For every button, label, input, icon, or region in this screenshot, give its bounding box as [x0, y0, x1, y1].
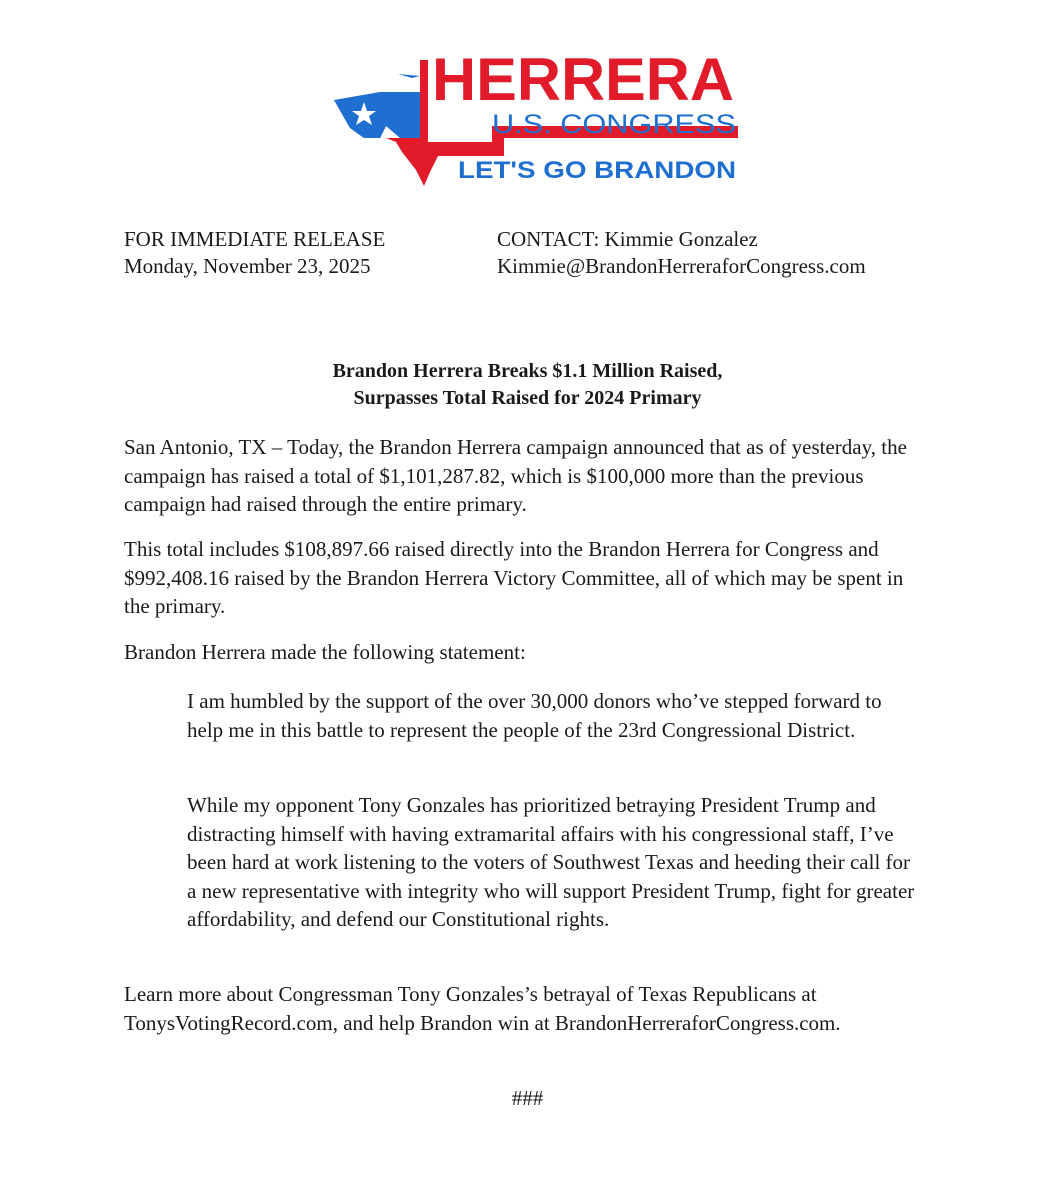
- release-info: [124, 226, 385, 280]
- paragraph-announcement: San Antonio, TX – Today, the Brandon Herrera campaign announced that as of yesterday, the campaign has raised a total of $1,101,287.82, which is $100,000 more than the previous campaign had raised through the entire primary.: [124, 435, 907, 516]
- headline-line-1: Brandon Herrera Breaks $1.1 Million Raised,: [332, 360, 723, 382]
- texas-red-stripe: [420, 60, 428, 142]
- end-mark: ###: [511, 1086, 544, 1110]
- logo-office: U.S. CONGRESS: [492, 109, 736, 139]
- release-date: Monday, November 23, 2025: [124, 254, 371, 278]
- paragraph-total-breakdown: This total includes $108,897.66 raised directly into the Brandon Herrera for Congress and $992,408.16 raised by the Brandon Herrera Victory Committee, all of which may be spent in the primary.: [124, 537, 904, 618]
- texas-panhandle-body: [334, 92, 420, 138]
- campaign-logo: [320, 30, 750, 190]
- release-label: FOR IMMEDIATE RELEASE: [124, 227, 386, 251]
- contact-info: [497, 226, 866, 280]
- contact-name: CONTACT: Kimmie Gonzalez: [497, 227, 758, 251]
- contact-email: Kimmie@BrandonHerreraforCongress.com: [497, 254, 866, 278]
- quote-paragraph-2: While my opponent Tony Gonzales has prioritized betraying President Trump and distracting himself with having extramarital affairs with his congressional staff, I’ve been hard at work listening to the voters of Southwest Texas and heeding their call for a new representative with integrity who will support President Trump, fight for greater affordability, and defend our Constitutional rights.: [187, 793, 915, 931]
- headline-line-2: Surpasses Total Raised for 2024 Primary: [353, 387, 702, 409]
- logo-slogan: LET'S GO BRANDON: [458, 157, 736, 184]
- quote-paragraph-1: I am humbled by the support of the over 30,000 donors who’ve stepped forward to help me in this battle to represent the people of the 23rd Congressional District.: [187, 689, 882, 742]
- logo-name: HERRERA: [432, 46, 734, 113]
- headline: [0, 358, 1055, 412]
- paragraph-statement-intro: Brandon Herrera made the following statement:: [124, 640, 526, 664]
- paragraph-learn-more: Learn more about Congressman Tony Gonzales’s betrayal of Texas Republicans at TonysVotingRecord.com, and help Brandon win at BrandonHerreraforCongress.com.: [124, 982, 841, 1035]
